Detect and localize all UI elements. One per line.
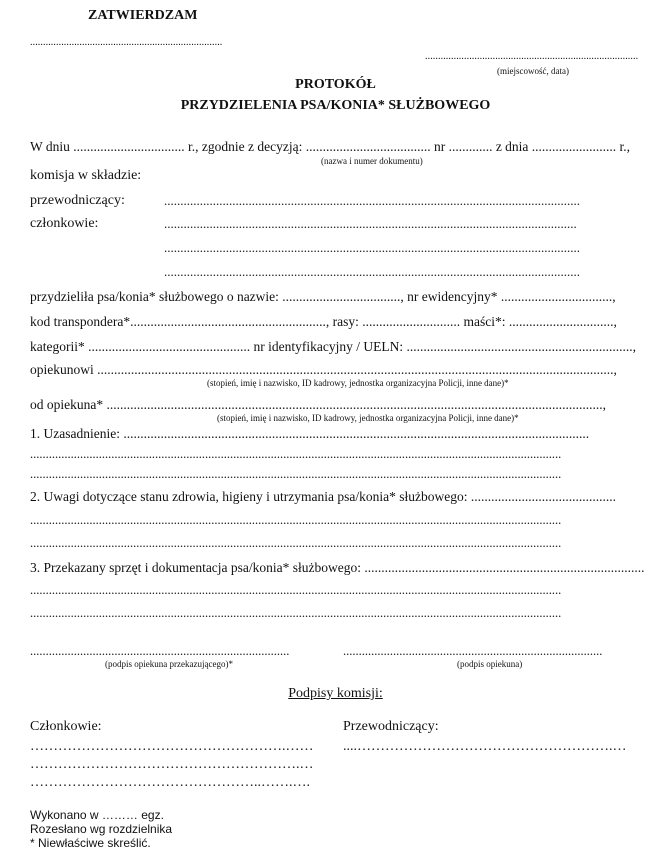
chair-label: przewodniczący:: [30, 193, 125, 208]
equipment-extra-2[interactable]: ..........................................................................................................................................................................: [30, 606, 562, 620]
copies-note: Wykonano w ……… egz.: [30, 808, 164, 822]
protocol-title: PROTOKÓŁ: [295, 77, 376, 92]
commission-members-label: Członkowie:: [30, 719, 102, 734]
new-handler-caption: (podpis opiekuna): [457, 659, 523, 669]
members-label: członkowie:: [30, 216, 99, 231]
commission-signatures-title: Podpisy komisji:: [288, 686, 383, 701]
member-signature-1[interactable]: ……………………………………………….……: [30, 739, 314, 754]
member-signature-2[interactable]: ………………………………………………….…: [30, 757, 314, 772]
from-handler-line[interactable]: od opiekuna* ...................................................................................................................................................,: [30, 397, 606, 412]
from-handler-caption: (stopień, imię i nazwisko, ID kadrowy, jednostka organizacyjna Policji, inne dane)*: [217, 413, 519, 423]
assigned-line[interactable]: przydzieliła psa/konia* służbowego o nazwie: ..................................., nr ewidencyjny* .................................,: [30, 289, 616, 304]
health-notes-line[interactable]: 2. Uwagi dotyczące stanu zdrowia, higieny i utrzymania psa/konia* służbowego: ...........................................: [30, 489, 616, 504]
commission-label: komisja w składzie:: [30, 168, 142, 183]
equipment-extra-1[interactable]: ..........................................................................................................................................................................: [30, 583, 562, 597]
justification-line[interactable]: 1. Uzasadnienie: ..........................................................................................................................................: [30, 426, 590, 441]
approve-signature-line[interactable]: ..........................................................................: [30, 37, 223, 48]
distribution-note: Rozesłano wg rozdzielnika: [30, 822, 173, 836]
chair-signature[interactable]: ....……………………………………………….…: [343, 739, 627, 754]
handler-line[interactable]: opiekunowi .........................................................................................................................................................,: [30, 362, 617, 377]
place-date-line[interactable]: ..................................................................................: [425, 51, 639, 62]
chair-field[interactable]: ................................................................................................................................: [164, 193, 580, 208]
justification-extra-1[interactable]: ..........................................................................................................................................................................: [30, 447, 562, 461]
previous-handler-caption: (podpis opiekuna przekazującego)*: [105, 659, 233, 669]
justification-extra-2[interactable]: ..........................................................................................................................................................................: [30, 467, 562, 481]
member-signature-3[interactable]: …………………………………………..…….….: [30, 775, 310, 790]
decision-caption: (nazwa i numer dokumentu): [321, 156, 423, 166]
date-decision-line[interactable]: W dniu ................................. r., zgodnie z decyzją: ..................................... nr ............. z dnia ......................... r.,: [30, 139, 631, 154]
health-notes-extra-2[interactable]: ..........................................................................................................................................................................: [30, 536, 562, 550]
member-field-3[interactable]: ................................................................................................................................: [164, 264, 580, 279]
member-field-1[interactable]: ...............................................................................................................................: [164, 216, 577, 231]
previous-handler-signature[interactable]: ...................................................................................: [30, 644, 290, 658]
approve-heading: ZATWIERDZAM: [88, 8, 198, 23]
commission-chair-label: Przewodniczący:: [343, 719, 439, 734]
handler-caption: (stopień, imię i nazwisko, ID kadrowy, jednostka organizacyjna Policji, inne dane)*: [207, 378, 509, 388]
place-date-caption: (miejscowość, data): [497, 66, 569, 76]
protocol-subtitle: PRZYDZIELENIA PSA/KONIA* SŁUŻBOWEGO: [180, 98, 491, 113]
health-notes-extra-1[interactable]: ..........................................................................................................................................................................: [30, 513, 562, 527]
new-handler-signature[interactable]: ...................................................................................: [343, 644, 603, 658]
strike-note: * Niewłaściwe skreślić.: [30, 836, 151, 850]
equipment-line[interactable]: 3. Przekazany sprzęt i dokumentacja psa/konia* służbowego: ...................................................................................: [30, 560, 645, 575]
member-field-2[interactable]: ................................................................................................................................: [164, 240, 580, 255]
transponder-line[interactable]: kod transpondera*.........................................................., rasy: ............................. maści*: ...............................,: [30, 314, 617, 329]
category-line[interactable]: kategorii* ................................................ nr identyfikacyjny / UELN: ...................................................................,: [30, 339, 636, 354]
